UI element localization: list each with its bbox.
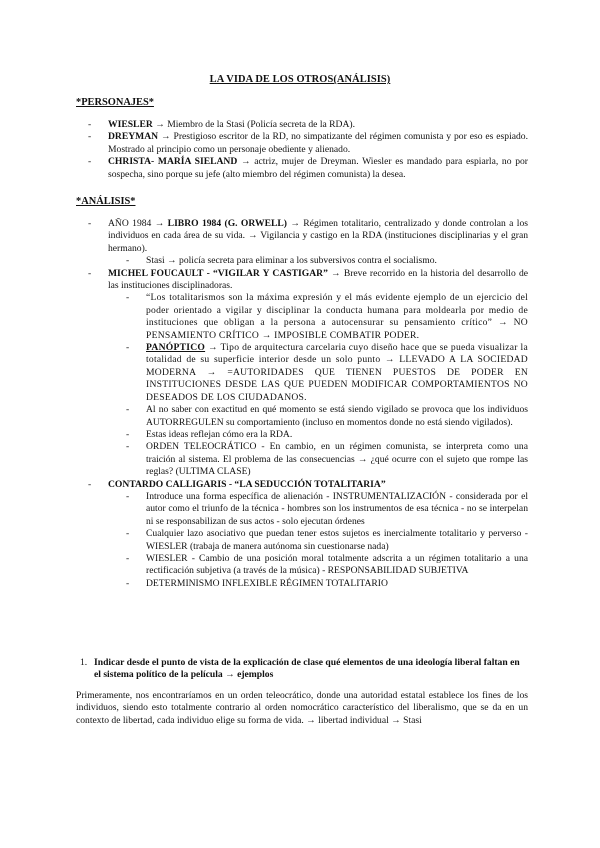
list-item <box>108 156 528 181</box>
character-name: DREYMAN <box>108 131 159 143</box>
item-text: → Breve recorrido en la historia del desarrollo de las instituciones disciplinadoras. <box>108 267 529 292</box>
list-item <box>108 218 528 268</box>
list-item <box>108 131 528 156</box>
sublist-item: - Al no saber con exactitud en qué momento se está siendo vigilado se provoca que los individuos AUTORREGULEN su comportamiento (incluso en momentos donde no está siendo vigilados). <box>146 404 528 429</box>
character-desc: → Miembro de la Stasi (Policía secreta de la RDA). <box>152 119 356 130</box>
character-desc: → Prestigioso escritor de la RD, no simpatizante del régimen comunista y por eso es espiado. Mostrado al principio como un personaje obediente y alienado. <box>108 131 528 155</box>
sublist-item: - “Los totalitarismos son la máxima expresión y el más evidente ejemplo de un ejercicio del poder orientado a vigilar y disciplinar la conducta humana para moldearla por medio de instituciones que obligan a la persona a autocensurar su pensamiento crítico” → NO PENSAMIENTO CRÍTICO → IMPOSIBLE COMBATIR PODER. <box>146 292 528 342</box>
item-prefix: AÑO 1984 → <box>108 218 168 229</box>
personajes-heading: *PERSONAJES* <box>76 97 154 108</box>
sublist-item: - Cualquier lazo asociativo que puedan tener estos sujetos es inercialmente totalitario y perverso - WIESLER (trabaja de manera autónoma sin cuestionarse nada) <box>146 528 528 553</box>
item-text: → Régimen totalitario, centralizado y donde controlan a los individuos en cada área de su vida. → Vigilancia y castigo en la RDA (instituciones disciplinarias y el gran hermano). <box>108 218 529 254</box>
sublist-item: - Stasi → policía secreta para eliminar a los subversivos contra el socialismo. <box>146 255 528 267</box>
list-item <box>108 119 528 131</box>
character-desc: → actriz, mujer de Dreyman. Wiesler es mandado para espiarla, no por sospecha, sino porque su jefe (alto miembro del régimen comunista) la desea. <box>108 156 528 180</box>
panoptico-term: PANÓPTICO <box>146 342 206 354</box>
character-name: CHRISTA- MARÍA SIELAND <box>108 156 238 168</box>
question-1 <box>80 657 528 682</box>
list-item <box>108 479 528 591</box>
sublist <box>146 255 528 267</box>
analisis-heading: *ANÁLISIS* <box>76 196 136 207</box>
answer-paragraph: Primeramente, nos encontraríamos en un orden teleocrático, donde una autoridad estatal establece los fines de los individuos, siendo esto totalmente contrario al orden nomocrático característico del liberalismo, que se da en un contexto de libertad, cada individuo elige su forma de vida. → libertad individual → Stasi <box>76 690 528 726</box>
item-bold: CONTARDO CALLIGARIS - “LA SEDUCCIÓN TOTALITARIA” <box>108 478 386 490</box>
item-bold: LIBRO 1984 (G. ORWELL) <box>167 218 287 229</box>
personajes-list <box>108 119 528 181</box>
question-number: 1. <box>80 657 88 668</box>
item-bold: MICHEL FOUCAULT - “VIGILAR Y CASTIGAR” <box>108 267 328 279</box>
sublist <box>146 292 528 478</box>
document-title: LA VIDA DE LOS OTROS(ANÁLISIS) <box>209 74 391 85</box>
sublist <box>146 491 528 590</box>
sublist-item: - Introduce una forma específica de alienación - INSTRUMENTALIZACIÓN - considerada por el autor como el triunfo de la técnica - hombres son los instrumentos de esa técnica - no se interpelan ni se responsabilizan de sus actos - solo ejecutan órdenes <box>146 491 528 528</box>
analisis-list <box>108 218 528 590</box>
sublist-item <box>146 342 528 404</box>
sublist-text: → Tipo de arquitectura carcelaria cuyo diseño hace que se pueda visualizar la totalidad de su superficie interior desde un solo punto → LLEVADO A LA SOCIEDAD MODERNA → =AUTORIDADES QUE TIENEN PUESTOS DE PODER EN INSTITUCIONES DESDE LAS QUE PUEDEN MODIFICAR COMPORTAMIENTOS NO DESEADOS DE LOS CIUDADANOS. <box>146 342 528 403</box>
question-text: Indicar desde el punto de vista de la explicación de clase qué elementos de una ideología liberal faltan en el sistema político de la película → ejemplos <box>94 657 520 681</box>
list-item <box>108 268 528 479</box>
sublist-item: - WIESLER - Cambio de una posición moral totalmente adscrita a un régimen totalitario a una rectificación subjetiva (a través de la música) - RESPONSABILIDAD SUBJETIVA <box>146 553 528 578</box>
sublist-item: - DETERMINISMO INFLEXIBLE RÉGIMEN TOTALITARIO <box>146 578 528 590</box>
sublist-item: - Estas ideas reflejan cómo era la RDA. <box>146 429 528 441</box>
sublist-item: - ORDEN TELEOCRÁTICO - En cambio, en un régimen comunista, se interpreta como una traición al sistema. El problema de las consecuencias → ¿qué ocurre con el sujeto que rompe las reglas? (ULTIMA CLASE) <box>146 441 528 478</box>
character-name: WIESLER <box>108 119 153 130</box>
